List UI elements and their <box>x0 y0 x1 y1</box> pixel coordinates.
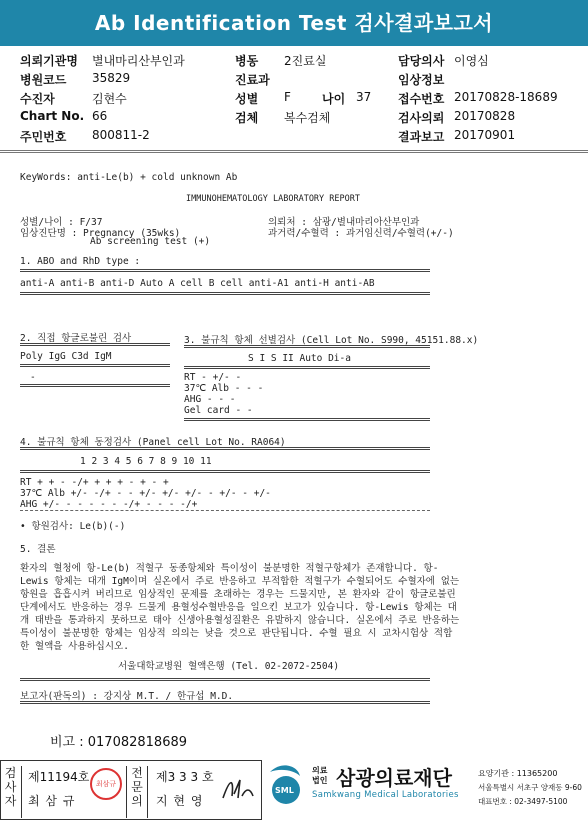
reporter: 보고자(판독의) : 강지상 M.T. / 한규섭 M.D. <box>20 691 234 702</box>
conclusion-text: 환자의 혈청에 항-Le(b) 적혈구 동종항체와 특이성이 불분명한 적혈구항체가 존재합니다. 항-Lewis 항체는 대개 IgM이며 실온에서 주로 반응하고 부적합한 적혈구가 수혈되어도 수혈자에 없는 항원을 흡흡시켜 버리므로 임상적인 문제를 초래하는 경우는 드물지만, 본 환자와 같이 항글로불린 단계에서도 반응하는 경우 드물게 용혈성수혈반응을 일으킨 보고가 있습니다. 항-Lewis 항체는 대개 태반을 통과하지 못하므로 태아 신생아용혈성질환은 유발하지 않습니다. 실온에서 주로 반응하는 특이성이 불분명한 항체는 임상적 의의는 낮을 것으로 판단됩니다. 수혈 필요 시 교차시험상 적합한 혈액을 사용하십시오. <box>20 563 460 652</box>
rule <box>184 418 430 421</box>
section-2-columns: Poly IgG C3d IgM <box>20 351 112 362</box>
institution-number: 요양기관 : 11365200 <box>478 769 558 778</box>
report-diagnosis-2: Ab screening test (+) <box>90 236 211 247</box>
doctor-value: 이영심 <box>454 54 489 68</box>
specimen-value: 복수검체 <box>284 111 331 125</box>
specialist-signature-icon <box>220 774 256 804</box>
section-4-row: AHG +/- - - - - - -/+ - - - -/+ <box>20 499 198 510</box>
rule <box>20 384 170 387</box>
specialist-name: 지 현 영 <box>156 794 204 808</box>
rule <box>20 343 170 346</box>
examiner-seal: 최삼규 <box>90 768 122 800</box>
rule <box>20 678 430 681</box>
sex-label: 성별 <box>235 92 259 106</box>
section-2-title: 2. 직접 항글로불린 검사 <box>20 333 132 344</box>
rrn-label: 주민번호 <box>20 130 67 144</box>
divider <box>0 150 588 153</box>
hospital-value: 별내마리산부인과 <box>92 54 185 68</box>
section-3-row: RT - +/- - <box>184 372 242 383</box>
doctor-label: 담당의사 <box>398 54 445 68</box>
section-4-row: RT + + - -/+ + + + - + - + <box>20 477 169 488</box>
section-2-value: - <box>30 372 36 383</box>
specimen-label: 검체 <box>235 111 259 125</box>
section-1-title: 1. ABO and RhD type : <box>20 256 141 267</box>
section-3-row: AHG - - - <box>184 394 236 405</box>
lab-signature: 서울대학교병원 혈액은행 (Tel. 02-2072-2504) <box>118 661 340 672</box>
rule <box>20 269 430 272</box>
report-date-label: 결과보고 <box>398 130 445 144</box>
sml-logo-icon <box>266 762 306 806</box>
report-sex-age: 성별/나이 : F/37 <box>20 217 103 228</box>
org-english: Samkwang Medical Laboratories <box>312 790 459 800</box>
request-date-label: 검사의뢰 <box>398 111 445 125</box>
section-4-columns: 1 2 3 4 5 6 7 8 9 10 11 <box>80 456 212 467</box>
report-keywords: KeyWords: anti-Le(b) + cold unknown Ab <box>20 172 238 183</box>
examiner-name: 최 삼 규 <box>28 794 76 808</box>
sex-value: F <box>284 90 291 104</box>
report-diagnosis: 임상진단명 : Pregnancy (35wks) <box>20 228 181 239</box>
section-4-row: 37℃ Alb +/- -/+ - - +/- +/- +/- - +/- - +/- <box>20 488 271 499</box>
rule <box>20 292 430 295</box>
code-label: 병원코드 <box>20 73 67 87</box>
chart-value: 66 <box>92 109 108 123</box>
org-prefix-1: 의료 <box>312 766 328 775</box>
specialist-number: 제3 3 3 호 <box>156 770 214 784</box>
section-3-row: 37℃ Alb - - - <box>184 383 264 394</box>
patient-value: 김현수 <box>92 92 127 106</box>
clinical-label: 임상정보 <box>398 73 445 87</box>
rule <box>184 345 430 348</box>
rule <box>20 470 430 473</box>
dept-label: 진료과 <box>235 73 270 87</box>
patient-label: 수진자 <box>20 92 55 106</box>
receipt-value: 20170828-18689 <box>454 90 558 104</box>
address: 서울특별시 서초구 양재동 9-60 <box>478 783 582 792</box>
section-1-columns: anti-A anti-B anti-D Auto A cell B cell anti-A1 anti-H anti-AB <box>20 278 375 289</box>
report-history: 과거력/수혈력 : 과거임신력/수혈력(+/-) <box>268 228 454 239</box>
hospital-label: 의뢰기관명 <box>20 54 78 68</box>
rule <box>184 366 430 369</box>
rule <box>20 701 430 704</box>
section-3-title: 3. 불규칙 항체 선별검사 (Cell Lot No. S990, 45151.88.x) <box>184 335 479 346</box>
org-prefix-2: 법인 <box>312 776 328 785</box>
phone: 대표번호 : 02-3497-5100 <box>478 797 568 806</box>
chart-label: Chart No. <box>20 109 85 123</box>
age-value: 37 <box>356 90 372 104</box>
section-5-title: 5. 결론 <box>20 544 56 555</box>
report-requester: 의뢰처 : 삼광/별내마리아산부인과 <box>268 217 420 228</box>
specialist-label: 전 문 의 <box>126 766 148 818</box>
report-heading: IMMUNOHEMATOLOGY LABORATORY REPORT <box>186 194 360 204</box>
ward-label: 병동 <box>235 54 259 68</box>
section-3-columns: S I S II Auto Di-a <box>248 353 351 364</box>
section-4-title: 4. 불규칙 항체 동정검사 (Panel cell Lot No. RA064) <box>20 437 286 448</box>
logo-text: SML <box>275 786 294 795</box>
scanned-report <box>0 158 588 730</box>
examiner-number: 제11194호 <box>28 770 90 784</box>
antigen-note: • 항원검사: Le(b)(-) <box>20 521 126 532</box>
rule <box>20 364 170 367</box>
report-date-value: 20170901 <box>454 128 516 142</box>
ward-value: 2진료실 <box>284 54 327 68</box>
rule <box>20 510 430 511</box>
section-3-row: Gel card - - <box>184 405 253 416</box>
request-date-value: 20170828 <box>454 109 516 123</box>
receipt-label: 접수번호 <box>398 92 445 106</box>
footer <box>0 760 588 822</box>
org-name: 삼광의료재단 <box>336 766 452 790</box>
rrn-value: 800811-2 <box>92 128 150 142</box>
code-value: 35829 <box>92 71 131 85</box>
examiner-label: 검 사 자 <box>0 766 22 818</box>
remark: 비고 : 017082818689 <box>50 735 188 750</box>
age-label: 나이 <box>322 92 346 106</box>
rule <box>20 447 430 450</box>
page-title: Ab Identification Test 검사결과보고서 <box>0 0 588 46</box>
